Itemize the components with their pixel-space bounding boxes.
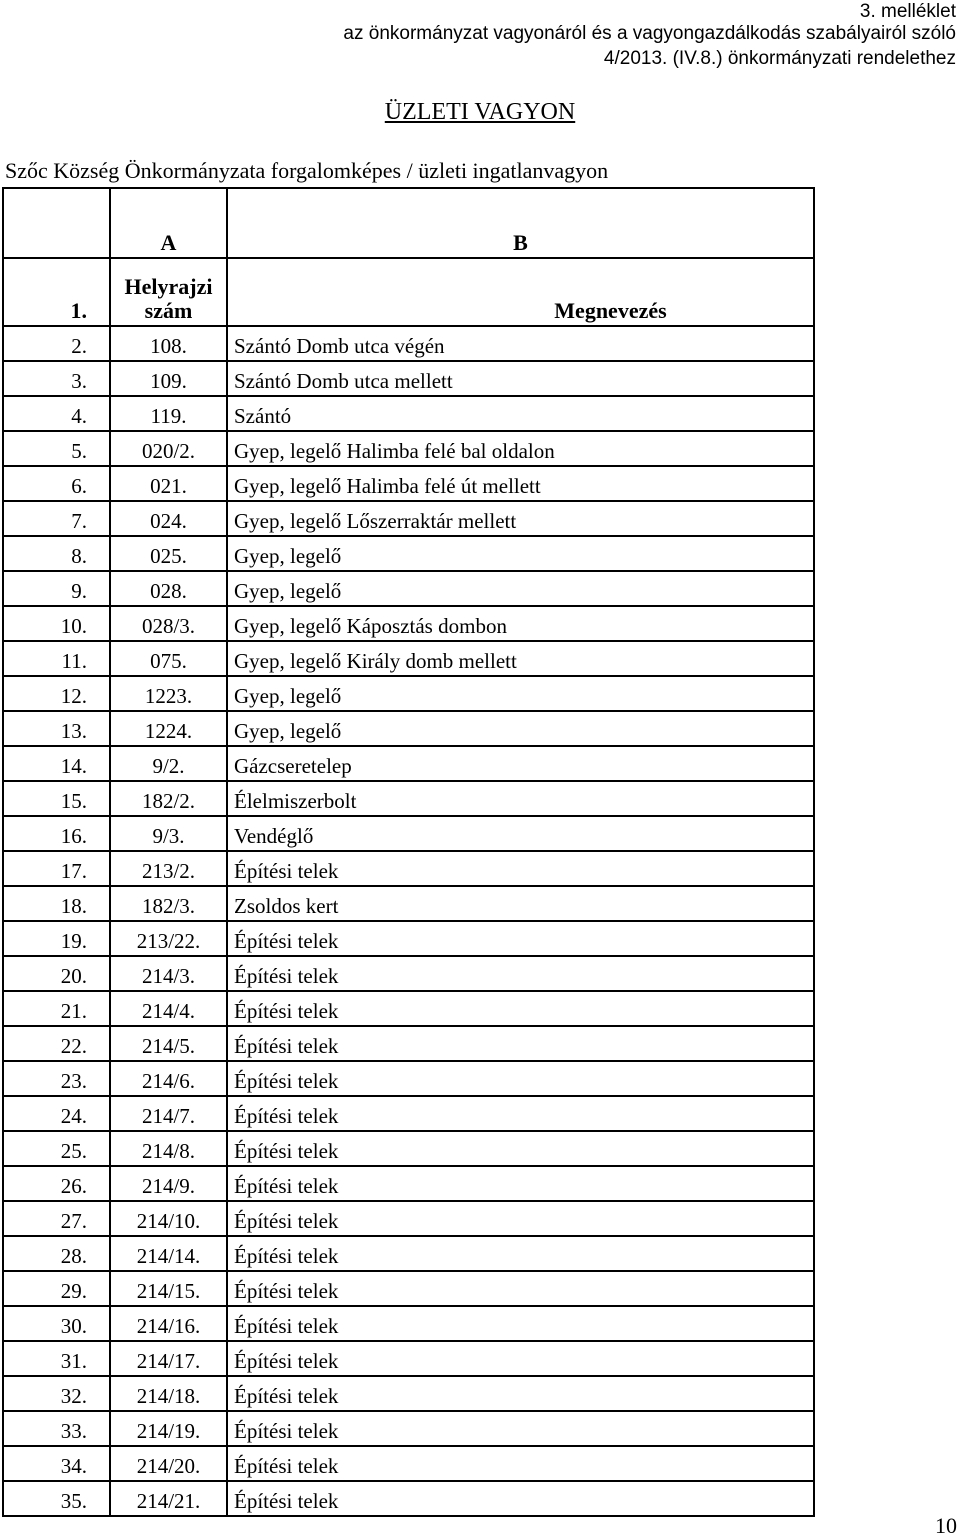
row-number-cell: 2. [3,326,110,361]
row-number-cell: 7. [3,501,110,536]
column-letter-a: A [110,188,227,258]
row-number-cell: 15. [3,781,110,816]
parcel-number-cell: 214/5. [110,1026,227,1061]
header-designation: Megnevezés [227,258,814,326]
designation-cell: Építési telek [227,991,814,1026]
designation-cell: Építési telek [227,1201,814,1236]
header-parcel-number: Helyrajzi szám [110,258,227,326]
table-row [3,501,814,536]
designation-cell: Építési telek [227,1411,814,1446]
table-row [3,641,814,676]
table-row [3,396,814,431]
row-number-cell: 4. [3,396,110,431]
table-row [3,606,814,641]
table-row [3,1166,814,1201]
row-number-cell: 14. [3,746,110,781]
row-number-cell: 31. [3,1341,110,1376]
property-table [2,187,815,1517]
designation-cell: Szántó [227,396,814,431]
designation-cell: Építési telek [227,956,814,991]
parcel-number-cell: 214/19. [110,1411,227,1446]
annex-regulation-title: az önkormányzat vagyonáról és a vagyongazdálkodás szabályairól szóló [343,23,956,44]
row-number-cell: 18. [3,886,110,921]
designation-cell: Építési telek [227,1376,814,1411]
parcel-number-cell: 109. [110,361,227,396]
table-row [3,1096,814,1131]
table-row [3,1236,814,1271]
page-number: 10 [935,1513,957,1538]
designation-cell: Építési telek [227,1271,814,1306]
column-letter-row [3,188,814,258]
table-row [3,781,814,816]
parcel-number-cell: 182/2. [110,781,227,816]
parcel-number-cell: 213/2. [110,851,227,886]
designation-cell: Építési telek [227,921,814,956]
designation-cell: Szántó Domb utca mellett [227,361,814,396]
table-row [3,431,814,466]
designation-cell: Gyep, legelő Halimba felé út mellett [227,466,814,501]
row-number-cell: 11. [3,641,110,676]
parcel-number-cell: 214/9. [110,1166,227,1201]
row-number-cell: 17. [3,851,110,886]
row-number-cell: 35. [3,1481,110,1516]
designation-cell: Építési telek [227,1096,814,1131]
row-number-cell: 9. [3,571,110,606]
row-number-cell: 16. [3,816,110,851]
parcel-number-cell: 214/15. [110,1271,227,1306]
row-number-cell: 3. [3,361,110,396]
row-number-cell: 26. [3,1166,110,1201]
parcel-number-cell: 021. [110,466,227,501]
parcel-number-cell: 025. [110,536,227,571]
row-number-cell: 32. [3,1376,110,1411]
designation-cell: Élelmiszerbolt [227,781,814,816]
table-row [3,746,814,781]
designation-cell: Gyep, legelő Király domb mellett [227,641,814,676]
table-row [3,326,814,361]
parcel-number-cell: 1224. [110,711,227,746]
row-number-cell: 33. [3,1411,110,1446]
table-row [3,571,814,606]
table-row [3,1446,814,1481]
designation-cell: Gyep, legelő Lőszerraktár mellett [227,501,814,536]
parcel-number-cell: 214/14. [110,1236,227,1271]
parcel-number-cell: 214/6. [110,1061,227,1096]
parcel-number-cell: 214/3. [110,956,227,991]
parcel-number-cell: 1223. [110,676,227,711]
row-number-cell: 24. [3,1096,110,1131]
parcel-number-cell: 119. [110,396,227,431]
table-row [3,886,814,921]
table-row [3,956,814,991]
row-number-cell: 30. [3,1306,110,1341]
table-row [3,1481,814,1516]
row-number-cell: 23. [3,1061,110,1096]
column-letter-empty [3,188,110,258]
designation-cell: Építési telek [227,1341,814,1376]
column-letter-b: B [227,188,814,258]
page-title: ÜZLETI VAGYON [384,99,576,125]
row-number-cell: 34. [3,1446,110,1481]
designation-cell: Szántó Domb utca végén [227,326,814,361]
table-row [3,1376,814,1411]
table-row [3,851,814,886]
table-row [3,536,814,571]
table-row [3,711,814,746]
designation-cell: Zsoldos kert [227,886,814,921]
row-number-cell: 20. [3,956,110,991]
row-number-cell: 25. [3,1131,110,1166]
parcel-number-cell: 182/3. [110,886,227,921]
header-row [3,258,814,326]
designation-cell: Építési telek [227,1306,814,1341]
parcel-number-cell: 028/3. [110,606,227,641]
parcel-number-cell: 214/8. [110,1131,227,1166]
annex-number: 3. melléklet [859,1,956,22]
table-row [3,1271,814,1306]
table-row [3,361,814,396]
designation-cell: Építési telek [227,1061,814,1096]
parcel-number-cell: 024. [110,501,227,536]
parcel-number-cell: 020/2. [110,431,227,466]
designation-cell: Gyep, legelő [227,676,814,711]
row-number-cell: 5. [3,431,110,466]
parcel-number-cell: 075. [110,641,227,676]
row-number-cell: 29. [3,1271,110,1306]
row-number-cell: 13. [3,711,110,746]
designation-cell: Gyep, legelő Káposztás dombon [227,606,814,641]
designation-cell: Építési telek [227,1026,814,1061]
row-number-cell: 27. [3,1201,110,1236]
parcel-number-cell: 214/4. [110,991,227,1026]
row-number-cell: 12. [3,676,110,711]
designation-cell: Gyep, legelő [227,711,814,746]
designation-cell: Vendéglő [227,816,814,851]
row-number-cell: 8. [3,536,110,571]
table-row [3,1201,814,1236]
table-row [3,1411,814,1446]
designation-cell: Gyep, legelő [227,536,814,571]
designation-cell: Gyep, legelő Halimba felé bal oldalon [227,431,814,466]
table-row [3,1306,814,1341]
table-row [3,1131,814,1166]
parcel-number-cell: 9/3. [110,816,227,851]
table-row [3,816,814,851]
header-row-number: 1. [3,258,110,326]
row-number-cell: 19. [3,921,110,956]
table-row [3,1026,814,1061]
table-row [3,676,814,711]
row-number-cell: 21. [3,991,110,1026]
designation-cell: Építési telek [227,1446,814,1481]
parcel-number-cell: 108. [110,326,227,361]
table-row [3,991,814,1026]
row-number-cell: 10. [3,606,110,641]
designation-cell: Gázcseretelep [227,746,814,781]
designation-cell: Építési telek [227,1131,814,1166]
parcel-number-cell: 214/20. [110,1446,227,1481]
designation-cell: Építési telek [227,1236,814,1271]
parcel-number-cell: 214/7. [110,1096,227,1131]
designation-cell: Gyep, legelő [227,571,814,606]
designation-cell: Építési telek [227,851,814,886]
table-row [3,1341,814,1376]
row-number-cell: 6. [3,466,110,501]
parcel-number-cell: 9/2. [110,746,227,781]
parcel-number-cell: 214/16. [110,1306,227,1341]
row-number-cell: 28. [3,1236,110,1271]
parcel-number-cell: 214/10. [110,1201,227,1236]
parcel-number-cell: 214/17. [110,1341,227,1376]
table-row [3,466,814,501]
parcel-number-cell: 028. [110,571,227,606]
row-number-cell: 22. [3,1026,110,1061]
page-subtitle: Szőc Község Önkormányzata forgalomképes / üzleti ingatlanvagyon [5,158,609,183]
annex-regulation-reference: 4/2013. (IV.8.) önkormányzati rendelethez [603,48,956,69]
table-row [3,1061,814,1096]
designation-cell: Építési telek [227,1481,814,1516]
parcel-number-cell: 213/22. [110,921,227,956]
parcel-number-cell: 214/21. [110,1481,227,1516]
parcel-number-cell: 214/18. [110,1376,227,1411]
table-row [3,921,814,956]
designation-cell: Építési telek [227,1166,814,1201]
